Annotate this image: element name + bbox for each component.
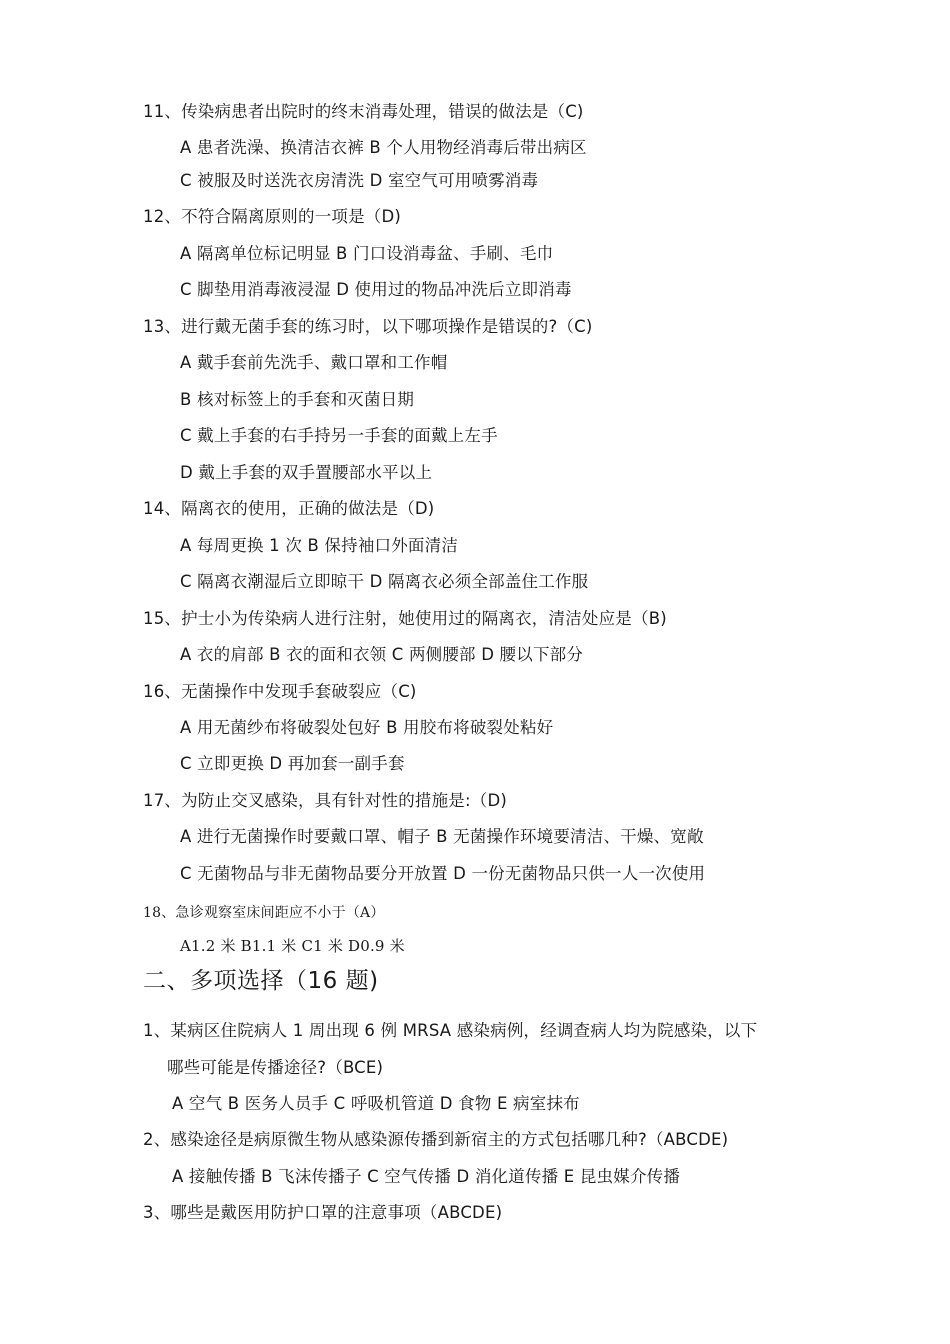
mc-question-3: 3、哪些是戴医用防护口罩的注意事项（ABCDE) — [143, 1203, 503, 1222]
question-11: 11、传染病患者出院时的终末消毒处理，错误的做法是（C) — [143, 102, 584, 121]
section-heading-multiple-choice: 二、多项选择（16 题) — [143, 968, 379, 994]
question-14: 14、隔离衣的使用，正确的做法是（D) — [143, 499, 435, 518]
question-18: 18、急诊观察室床间距应不小于（A） — [143, 905, 385, 921]
question-14-options-line-2: C 隔离衣潮湿后立即晾干 D 隔离衣必须全部盖住工作服 — [180, 572, 589, 591]
question-12-options-line-1: A 隔离单位标记明显 B 门口设消毒盆、手刷、毛巾 — [180, 244, 554, 263]
question-16-options-line-1: A 用无菌纱布将破裂处包好 B 用胶布将破裂处粘好 — [180, 718, 554, 737]
mc-question-2: 2、感染途径是病原微生物从感染源传播到新宿主的方式包括哪几种?（ABCDE) — [143, 1130, 729, 1149]
question-11-options-line-2: C 被服及时送洗衣房清洗 D 室空气可用喷雾消毒 — [180, 171, 539, 190]
question-17-options-line-1: A 进行无菌操作时要戴口罩、帽子 B 无菌操作环境要清洁、干燥、宽敞 — [180, 827, 704, 846]
question-13-option-d: D 戴上手套的双手置腰部水平以上 — [180, 463, 433, 482]
question-13-option-c: C 戴上手套的右手持另一手套的面戴上左手 — [180, 426, 498, 445]
question-14-options-line-1: A 每周更换 1 次 B 保持袖口外面清洁 — [180, 536, 459, 555]
question-12-options-line-2: C 脚垫用消毒液浸湿 D 使用过的物品冲洗后立即消毒 — [180, 280, 572, 299]
question-18-options-line-1: A1.2 米 B1.1 米 C1 米 D0.9 米 — [180, 937, 405, 955]
question-13: 13、进行戴无菌手套的练习时，以下哪项操作是错误的?（C) — [143, 317, 593, 336]
question-12: 12、不符合隔离原则的一项是（D) — [143, 207, 402, 226]
mc-question-1-line-2: 哪些可能是传播途径?（BCE) — [167, 1058, 384, 1077]
mc-question-2-options: A 接触传播 B 飞沫传播子 C 空气传播 D 消化道传播 E 昆虫媒介传播 — [172, 1167, 681, 1186]
mc-question-1-line-1: 1、某病区住院病人 1 周出现 6 例 MRSA 感染病例，经调查病人均为院感染，以下 — [143, 1021, 758, 1040]
question-13-option-a: A 戴手套前先洗手、戴口罩和工作帽 — [180, 353, 448, 372]
question-17-options-line-2: C 无菌物品与非无菌物品要分开放置 D 一份无菌物品只供一人一次使用 — [180, 864, 706, 883]
question-17: 17、为防止交叉感染，具有针对性的措施是:（D) — [143, 791, 507, 810]
question-16-options-line-2: C 立即更换 D 再加套一副手套 — [180, 754, 405, 773]
question-15: 15、护士小为传染病人进行注射，她使用过的隔离衣，清洁处应是（B) — [143, 609, 667, 628]
question-13-option-b: B 核对标签上的手套和灭菌日期 — [180, 390, 415, 409]
question-11-options-line-1: A 患者洗澡、换清洁衣裤 B 个人用物经消毒后带出病区 — [180, 138, 587, 157]
mc-question-1-options: A 空气 B 医务人员手 C 呼吸机管道 D 食物 E 病室抹布 — [172, 1094, 580, 1113]
question-15-options-line-1: A 衣的肩部 B 衣的面和衣领 C 两侧腰部 D 腰以下部分 — [180, 645, 584, 664]
question-16: 16、无菌操作中发现手套破裂应（C) — [143, 682, 417, 701]
